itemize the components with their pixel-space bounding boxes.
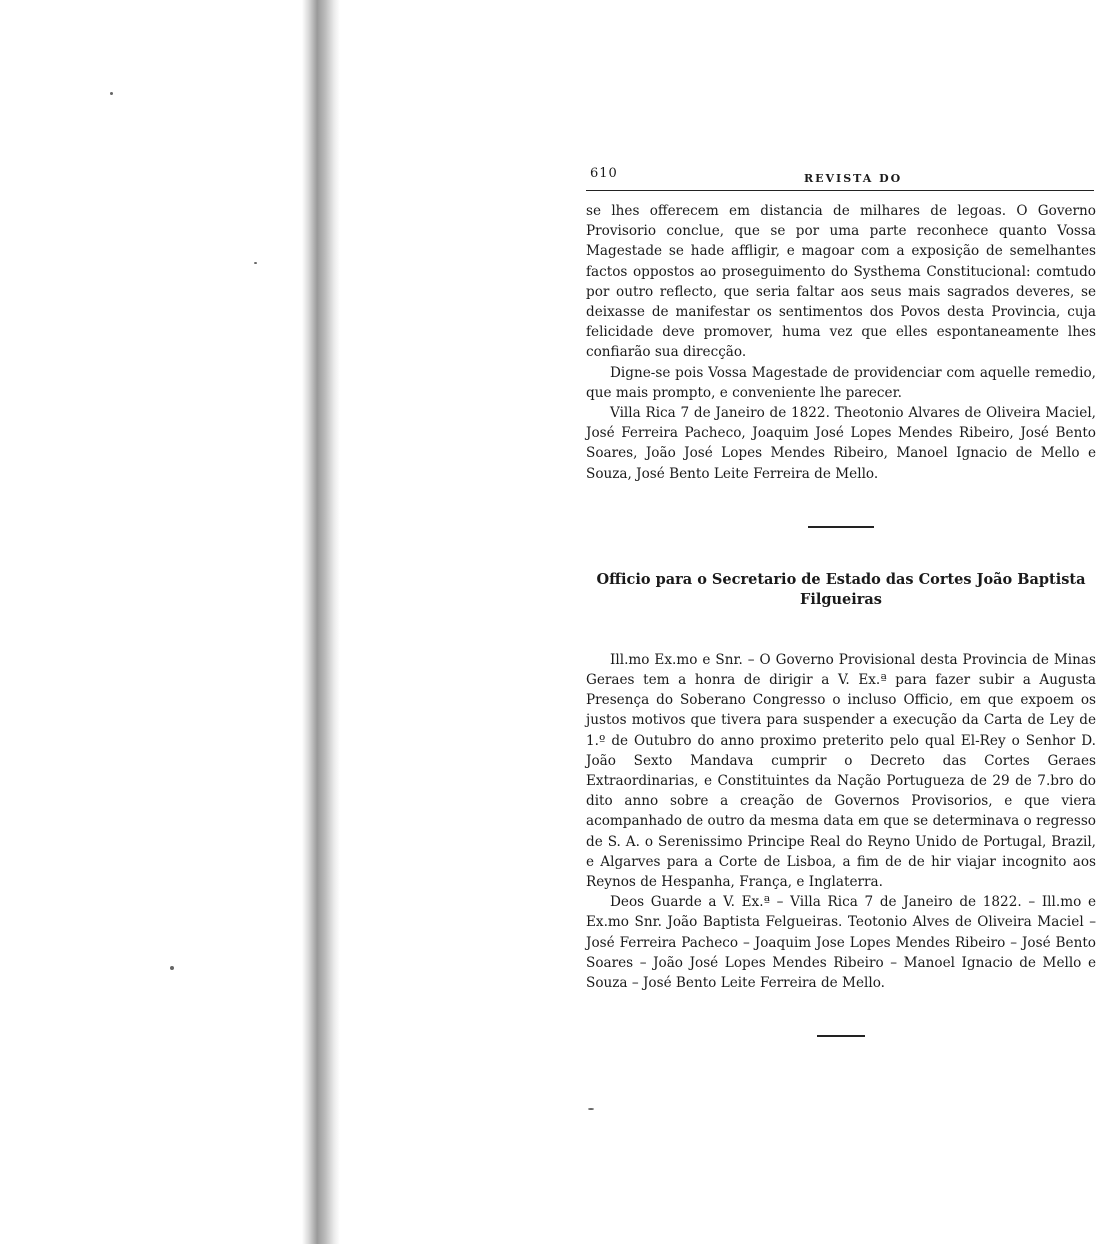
section-divider	[808, 526, 874, 528]
letter-continuation	[586, 201, 1096, 484]
paragraph: Ill.mo Ex.mo e Snr. – O Governo Provisional desta Provincia de Minas Geraes tem a honra de dirigir a V. Ex.ª para fazer subir a Augusta Presença do Soberano Congresso o incluso Officio, em que expoem os justos motivos que tivera para suspender a execução da Carta de Ley de 1.º de Outubro do anno proximo preterito pelo qual El-Rey o Senhor D. João Sexto Mandava cumprir o Decreto das Cortes Geraes Extraordinarias, e Constituintes da Nação Portugueza de 29 de 7.bro do dito anno sobre a creação de Governos Provisorios, e que viera acompanhado de outro da mesma data em que se determinava o regresso de S. A. o Serenissimo Principe Real do Reyno Unido de Portugal, Brazil, e Algarves para a Corte de Lisboa, a fim de de hir viajar incognito aos Reynos de Hespanha, França, e Inglaterra.	[586, 651, 1096, 891]
book-gutter-shadow	[302, 0, 340, 1244]
end-divider	[817, 1035, 865, 1037]
running-title: REVISTA DO	[804, 172, 903, 185]
paragraph: Digne-se pois Vossa Magestade de providenciar com aquelle remedio, que mais prompto, e conveniente lhe parecer.	[586, 364, 1096, 401]
scan-speck	[254, 262, 257, 264]
paragraph: se lhes offerecem em distancia de milhares de legoas. O Governo Provisorio conclue, que se por uma parte reconhece quanto Vossa Magestade se hade affligir, e magoar com a exposição de semelhantes factos oppostos ao proseguimento do Systhema Constitucional: comtudo por outro reflecto, que seria faltar aos seus mais sagrados deveres, se deixasse de manifestar os sentimentos dos Povos desta Provincia, cuja felicidade deve promover, huma vez que elles espontaneamente lhes confiarão sua direcção.	[586, 203, 1096, 361]
page-number: 610	[590, 166, 618, 181]
signatures-paragraph: Deos Guarde a V. Ex.ª – Villa Rica 7 de Janeiro de 1822. – Ill.mo e Ex.mo Snr. João Baptista Felgueiras. Teotonio Alves de Oliveira Maciel – José Ferreira Pacheco – Joaquim Jose Lopes Mendes Ribeiro – José Bento Soares – João José Lopes Mendes Ribeiro – Manoel Ignacio de Mello e Souza – José Bento Leite Ferreira de Mello.	[586, 894, 1096, 992]
running-header	[586, 164, 1096, 186]
scan-speck	[170, 966, 174, 970]
scan-speck	[588, 1108, 594, 1110]
signatures-paragraph: Villa Rica 7 de Janeiro de 1822. Theotonio Alvares de Oliveira Maciel, José Ferreira Pacheco, Joaquim José Lopes Mendes Ribeiro, José Bento Soares, João José Lopes Mendes Ribeiro, Manoel Ignacio de Mello e Souza, José Bento Leite Ferreira de Mello.	[586, 405, 1096, 482]
section-officio	[586, 570, 1096, 993]
header-rule	[586, 190, 1094, 191]
section-title: Officio para o Secretario de Estado das Cortes João Baptista Filgueiras	[596, 570, 1086, 608]
book-page	[586, 164, 1096, 1037]
scan-speck	[110, 92, 113, 95]
